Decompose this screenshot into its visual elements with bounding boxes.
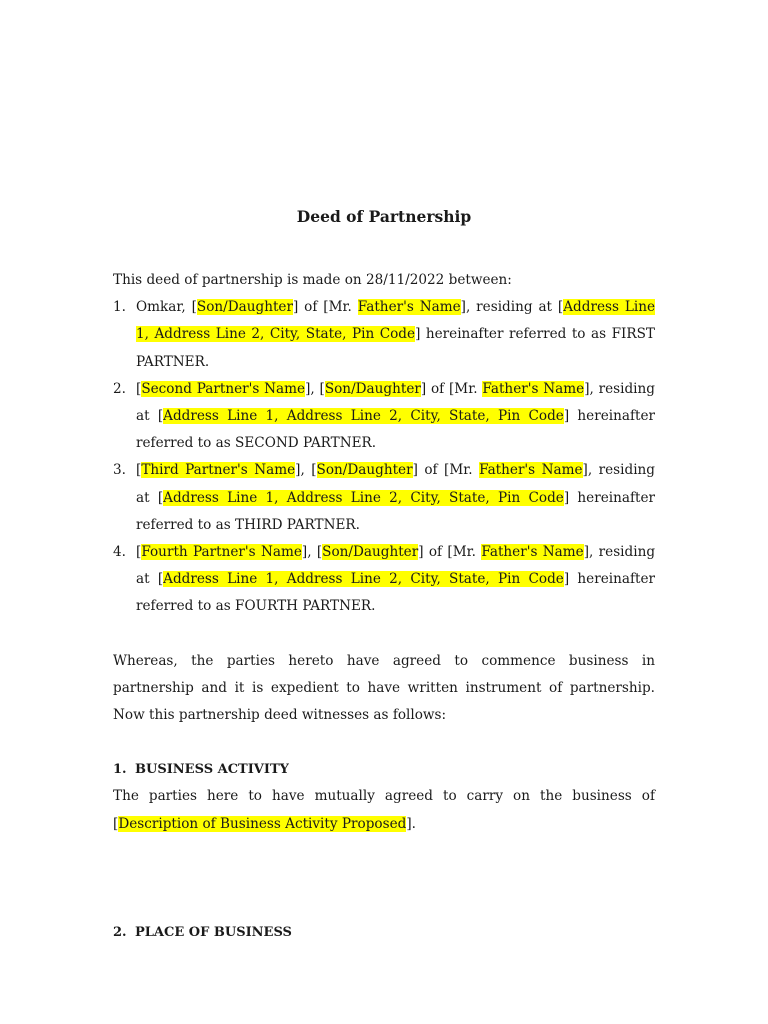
placeholder-field: Father's Name <box>481 544 584 561</box>
text-run: ]. <box>406 815 416 832</box>
partner-list <box>113 294 655 620</box>
placeholder-field: Fourth Partner's Name <box>141 544 302 561</box>
partner-item <box>113 376 655 458</box>
placeholder-field: Address Line 1, Address Line 2, City, State, Pin Code <box>136 299 656 343</box>
text-run: [ <box>136 462 142 479</box>
placeholder-field: Father's Name <box>479 462 583 479</box>
text-run: ] of [Mr. <box>418 544 482 561</box>
placeholder-field: Third Partner's Name <box>141 462 296 479</box>
section-title: BUSINESS ACTIVITY <box>135 762 289 778</box>
section-number: 1. <box>113 762 127 778</box>
placeholder-field: Description of Business Activity Proposed <box>118 815 407 832</box>
text-run: ] of [Mr. <box>420 380 483 397</box>
text-run: ], [ <box>301 544 323 561</box>
text-run: The parties here to have mutually agreed to carry on the business of [ <box>113 788 655 832</box>
placeholder-field: Son/Daughter <box>316 462 413 479</box>
text-run: ], [ <box>295 462 317 479</box>
text-run: ], residing at [ <box>136 462 656 506</box>
partner-number: 3. <box>113 462 126 479</box>
whereas-paragraph: Whereas, the parties hereto have agreed to commence business in partnership and it is expedient to have written instrument of partnership. Now this partnership deed witnesses as follows: <box>113 652 655 724</box>
section-heading-business-activity <box>113 756 655 783</box>
placeholder-field: Son/Daughter <box>196 299 293 316</box>
section-number: 2. <box>113 924 127 940</box>
spacer <box>113 838 655 919</box>
partner-item <box>113 294 655 376</box>
partner-text <box>136 462 655 532</box>
document-body <box>113 267 655 946</box>
partner-text <box>136 381 655 451</box>
placeholder-field: Father's Name <box>357 299 461 316</box>
placeholder-field: Son/Daughter <box>322 544 419 561</box>
partner-number: 1. <box>113 299 126 316</box>
partner-item <box>113 539 655 621</box>
partner-item <box>113 457 655 539</box>
text-run: ] of [Mr. <box>412 462 480 479</box>
partner-number: 4. <box>113 544 126 561</box>
text-run: ], [ <box>305 380 325 397</box>
placeholder-field: Second Partner's Name <box>141 380 306 397</box>
text-run: Omkar, [ <box>136 299 197 316</box>
placeholder-field: Address Line 1, Address Line 2, City, State, Pin Code <box>163 408 564 425</box>
text-run: ] of [Mr. <box>292 299 358 316</box>
partner-text <box>136 544 655 614</box>
partner-text <box>136 299 655 369</box>
text-run: [ <box>136 544 142 561</box>
section-heading-place-of-business <box>113 919 655 946</box>
spacer <box>113 621 655 648</box>
text-run: ] hereinafter referred to as FIRST PARTNER. <box>136 326 655 370</box>
placeholder-field: Address Line 1, Address Line 2, City, State, Pin Code <box>163 489 564 506</box>
text-run: ] hereinafter referred to as FOURTH PARTNER. <box>136 571 655 615</box>
text-run: ], residing at [ <box>136 380 655 425</box>
placeholder-field: Son/Daughter <box>324 380 421 397</box>
text-run: ], residing at [ <box>136 544 656 588</box>
text-run: ] hereinafter referred to as SECOND PARTNER. <box>136 408 655 452</box>
text-run: [ <box>136 380 142 397</box>
spacer <box>113 729 655 756</box>
placeholder-field: Address Line 1, Address Line 2, City, State, Pin Code <box>163 571 564 588</box>
section-title: PLACE OF BUSINESS <box>135 924 292 940</box>
placeholder-field: Father's Name <box>482 380 585 397</box>
intro-paragraph: This deed of partnership is made on 28/11/2022 between: <box>113 272 512 288</box>
text-run: ] hereinafter referred to as THIRD PARTNER. <box>136 489 655 533</box>
partner-number: 2. <box>113 380 126 397</box>
text-run: ], residing at [ <box>460 299 564 316</box>
business-activity-paragraph <box>113 783 655 837</box>
document-title: Deed of Partnership <box>296 207 472 226</box>
